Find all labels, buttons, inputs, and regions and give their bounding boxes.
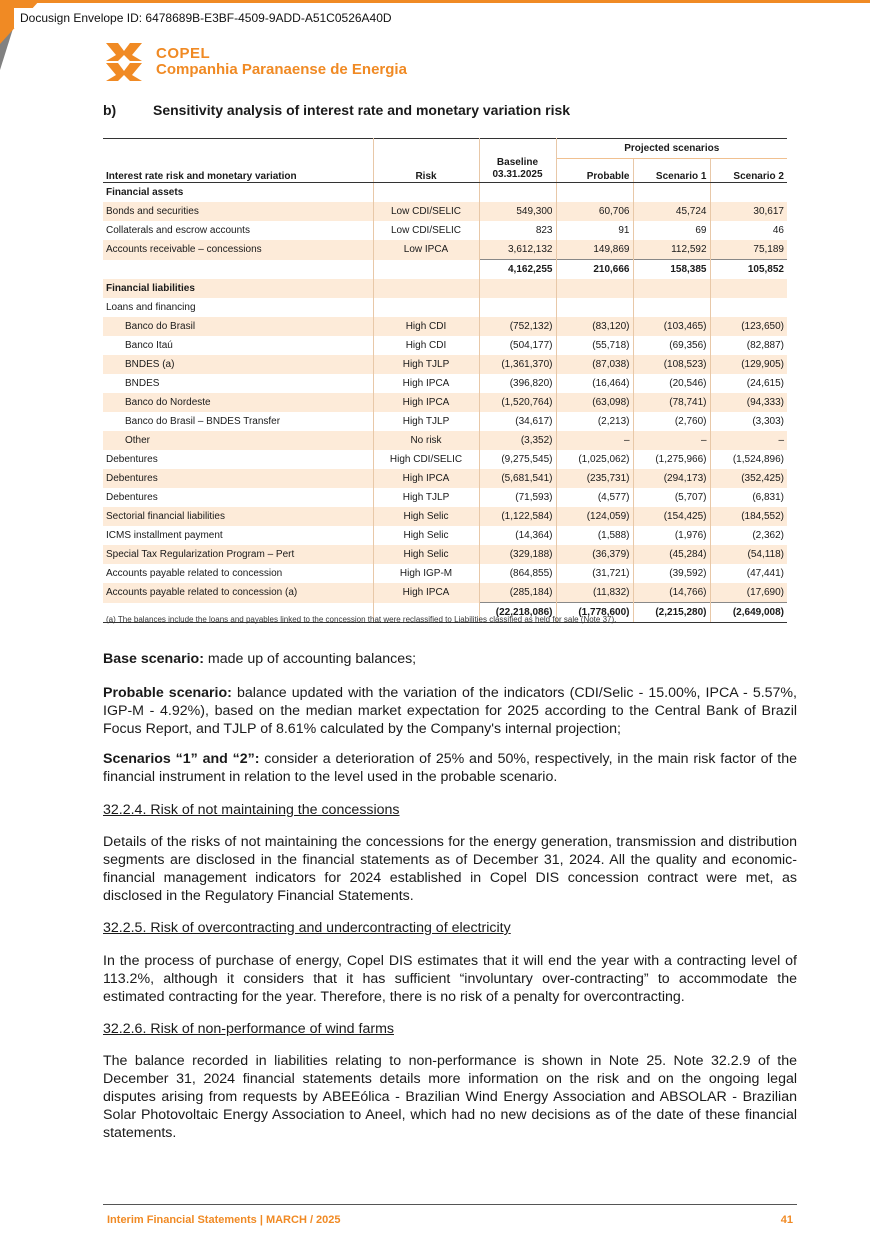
row-baseline: (9,275,545): [479, 450, 556, 469]
row-scenario2: 75,189: [710, 240, 787, 260]
row-probable: 149,869: [556, 240, 633, 260]
row-baseline: (285,184): [479, 583, 556, 603]
row-scenario1: (1,976): [633, 526, 710, 545]
row-probable: (11,832): [556, 583, 633, 603]
row-label: Banco do Brasil – BNDES Transfer: [103, 412, 373, 431]
row-label: BNDES: [103, 374, 373, 393]
row-probable: (124,059): [556, 507, 633, 526]
section-title: Sensitivity analysis of interest rate and monetary variation risk: [153, 102, 571, 118]
row-risk: High CDI: [373, 317, 479, 336]
row-scenario1: (20,546): [633, 374, 710, 393]
row-scenario1: (103,465): [633, 317, 710, 336]
row-label: Collaterals and escrow accounts: [103, 221, 373, 240]
probable-scenario-paragraph: [103, 684, 797, 738]
table-row: [103, 450, 787, 469]
page-number: 41: [780, 1214, 793, 1226]
row-label: Banco do Brasil: [103, 317, 373, 336]
table-row: [103, 393, 787, 412]
row-probable: (2,213): [556, 412, 633, 431]
row-scenario2: (24,615): [746, 378, 784, 389]
copel-logo: [104, 40, 407, 84]
row-label: Loans and financing: [103, 298, 373, 317]
row-probable: (4,577): [556, 488, 633, 507]
row-scenario2: (2,649,008): [710, 603, 787, 623]
table-row: [103, 336, 787, 355]
row-baseline: (1,122,584): [479, 507, 556, 526]
row-risk: No risk: [373, 431, 479, 450]
base-scenario-label: Base scenario:: [103, 651, 204, 667]
row-scenario2: (54,118): [710, 545, 787, 564]
paragraph-32-2-4: Details of the risks of not maintaining the concessions for the energy generation, transmission and distribution segments are disclosed in the financial statements as of December 31, 2024. All the quality and economic-financial management indicators for 2024 established in Copel DIS concession contract were met, as disclosed in the Regulatory Financial Statements.: [103, 834, 797, 904]
table-row: [103, 298, 787, 317]
row-baseline: (1,520,764): [479, 393, 556, 412]
row-label: Banco Itaú: [103, 336, 373, 355]
row-scenario2: –: [710, 431, 787, 450]
row-scenario2: (129,905): [710, 355, 787, 374]
table-footnote: (a) The balances include the loans and payables linked to the concession that were reclassified to Liabilities classified as held for sale (Note 37).: [106, 615, 617, 624]
row-scenario2: (123,650): [710, 317, 787, 336]
row-label: Debentures: [103, 488, 373, 507]
table-row: [103, 526, 787, 545]
row-baseline: (864,855): [479, 564, 556, 583]
row-probable: (235,731): [556, 469, 633, 488]
row-risk: High Selic: [373, 545, 479, 564]
row-label: Accounts receivable – concessions: [103, 240, 373, 260]
row-baseline: (504,177): [479, 336, 556, 355]
brand-name: COPEL: [156, 45, 211, 62]
base-scenario-text: made up of accounting balances;: [203, 651, 417, 667]
row-probable: (1,588): [556, 526, 633, 545]
heading-32-2-4: 32.2.4. Risk of not maintaining the concessions: [103, 802, 400, 818]
scenarios-text: consider a deterioration of 25% and 50%, respectively, in the main risk factor of the financial instrument in relation to the level used in the probable scenario.: [103, 751, 797, 785]
row-risk: High Selic: [373, 526, 479, 545]
row-risk: High TJLP: [373, 355, 479, 374]
row-risk: High IPCA: [373, 583, 479, 603]
header-scenario1: Scenario 1: [633, 158, 710, 183]
row-scenario1: 69: [633, 221, 710, 240]
row-scenario2: (6,831): [752, 492, 784, 503]
row-probable: (36,379): [556, 545, 633, 564]
table-row: [103, 583, 787, 603]
row-scenario2: (47,441): [746, 568, 784, 579]
row-label: Debentures: [103, 450, 373, 469]
row-label: ICMS installment payment: [103, 526, 373, 545]
row-scenario2: (82,887): [746, 340, 784, 351]
row-risk: High TJLP: [373, 412, 479, 431]
row-scenario1: (1,275,966): [633, 450, 710, 469]
row-probable: (1,778,600): [556, 603, 633, 623]
row-scenario1: (108,523): [633, 355, 710, 374]
row-baseline: (329,188): [479, 545, 556, 564]
row-scenario1: (69,356): [633, 336, 710, 355]
row-scenario1: –: [633, 431, 710, 450]
row-scenario1: 158,385: [633, 260, 710, 280]
table-row: [103, 412, 787, 431]
table-row: [103, 279, 787, 298]
row-scenario2: (17,690): [710, 583, 787, 603]
table-row: [103, 507, 787, 526]
row-risk: High Selic: [373, 507, 479, 526]
row-scenario2: (352,425): [710, 469, 787, 488]
header-scenario2: Scenario 2: [710, 158, 787, 183]
row-scenario2: 30,617: [710, 202, 787, 221]
row-label: Special Tax Regularization Program – Pert: [103, 545, 373, 564]
row-baseline: 3,612,132: [479, 240, 556, 260]
row-scenario1: 45,724: [633, 202, 710, 221]
row-scenario2: 46: [772, 225, 784, 236]
header-risk: Risk: [373, 158, 479, 183]
row-probable: (87,038): [556, 355, 633, 374]
row-scenario1: (14,766): [633, 583, 710, 603]
row-probable: (83,120): [556, 317, 633, 336]
heading-32-2-5: 32.2.5. Risk of overcontracting and undercontracting of electricity: [103, 920, 511, 936]
scenarios-label: Scenarios “1” and “2”:: [103, 751, 260, 767]
row-baseline: (5,681,541): [479, 469, 556, 488]
section-letter: b): [103, 102, 117, 118]
row-risk: Low CDI/SELIC: [373, 221, 479, 240]
row-label: BNDES (a): [103, 355, 373, 374]
row-label: Debentures: [103, 469, 373, 488]
row-baseline: (752,132): [479, 317, 556, 336]
row-risk: High IPCA: [373, 374, 479, 393]
table-row: [103, 355, 787, 374]
row-scenario2: 105,852: [710, 260, 787, 280]
probable-scenario-text: balance updated with the variation of the indicators (CDI/Selic - 15.00%, IPCA - 5.57%, IGP-M - 4.92%), based on the median market expectation for 2025 according to the Central Bank of Brazil Focus Report, and TJLP of 8.61% calculated by the Company's internal projection;: [103, 685, 797, 737]
row-risk: Low CDI/SELIC: [373, 202, 479, 221]
row-baseline: (14,364): [479, 526, 556, 545]
row-scenario2: (94,333): [710, 393, 787, 412]
row-scenario2: (184,552): [710, 507, 787, 526]
table-row: [103, 545, 787, 564]
table-row: [103, 221, 787, 240]
top-accent-bar: [0, 0, 870, 3]
row-baseline: (34,617): [479, 412, 556, 431]
row-scenario1: (2,215,280): [633, 603, 710, 623]
paragraph-32-2-5: In the process of purchase of energy, Copel DIS estimates that it will end the year with a contracting level of 113.2%, although it considers that it has sufficient “involuntary over-contracting” to accommodate the estimated contracting for the year. Therefore, there is no risk of a penalty for overcontracting.: [103, 953, 797, 1005]
header-item: Interest rate risk and monetary variation: [103, 158, 373, 183]
row-scenario1: (45,284): [633, 545, 710, 564]
section-heading: [103, 102, 570, 118]
copel-logo-icon: [104, 41, 150, 83]
row-scenario2: (2,362): [752, 530, 784, 541]
row-probable: (16,464): [556, 374, 633, 393]
header-baseline: [479, 157, 556, 182]
row-risk: Low IPCA: [373, 240, 479, 260]
row-scenario1: (154,425): [633, 507, 710, 526]
row-baseline: (71,593): [479, 488, 556, 507]
base-scenario-paragraph: [103, 650, 797, 668]
table-row: [103, 317, 787, 336]
row-baseline: 4,162,255: [479, 260, 556, 280]
row-probable: (63,098): [556, 393, 633, 412]
table-row: [103, 374, 787, 393]
table-row: [103, 183, 787, 203]
row-baseline: (1,361,370): [479, 355, 556, 374]
row-scenario1: 112,592: [633, 240, 710, 260]
row-risk: High CDI/SELIC: [373, 450, 479, 469]
table-row: [103, 240, 787, 260]
brand-full-name: Companhia Paranaense de Energia: [156, 61, 407, 78]
table-row: [103, 431, 787, 450]
row-label: Financial liabilities: [103, 279, 373, 298]
row-baseline: 823: [479, 221, 556, 240]
heading-32-2-6: 32.2.6. Risk of non-performance of wind farms: [103, 1021, 394, 1037]
row-scenario1: (294,173): [633, 469, 710, 488]
header-baseline-label: Baseline: [496, 157, 539, 168]
row-baseline: (22,218,086): [479, 603, 556, 623]
row-scenario1: (5,707): [633, 488, 710, 507]
row-risk: High IPCA: [373, 469, 479, 488]
probable-scenario-label: Probable scenario:: [103, 685, 232, 701]
footer-title: Interim Financial Statements | MARCH / 2025: [107, 1214, 341, 1226]
row-label: Financial assets: [103, 183, 373, 203]
table-row: [103, 564, 787, 583]
row-probable: 210,666: [556, 260, 633, 280]
footer-divider: [103, 1204, 797, 1205]
row-probable: 60,706: [556, 202, 633, 221]
table-row: [103, 202, 787, 221]
row-scenario2: (1,524,896): [732, 454, 784, 465]
header-probable: Probable: [556, 158, 633, 183]
row-baseline: (3,352): [479, 431, 556, 450]
row-label: Sectorial financial liabilities: [103, 507, 373, 526]
table-row: [103, 488, 787, 507]
table-row: [103, 469, 787, 488]
paragraph-32-2-6: The balance recorded in liabilities relating to non-performance is shown in Note 25. Note 32.2.9 of the December 31, 2024 financial statements details more information on the risk and on the ongoing legal disputes arising from requests by ABEEólica - Brazilian Wind Energy Association and ABSOLAR - Brazilian Solar Photovoltaic Energy Association to Aneel, which had no new decisions as of the date of these financial statements.: [103, 1053, 797, 1141]
row-baseline: 549,300: [479, 202, 556, 221]
row-label: Banco do Nordeste: [103, 393, 373, 412]
table-body: [103, 183, 787, 623]
row-label: Bonds and securities: [103, 202, 373, 221]
row-probable: (1,025,062): [556, 450, 633, 469]
subtotal-row: [103, 260, 787, 280]
row-scenario1: (39,592): [633, 564, 710, 583]
row-scenario1: (78,741): [633, 393, 710, 412]
envelope-id: Docusign Envelope ID: 6478689B-E3BF-4509-9ADD-A51C0526A40D: [14, 8, 398, 28]
header-baseline-date: 03.31.2025: [492, 169, 543, 180]
sensitivity-table: [103, 138, 787, 623]
row-risk: High IPCA: [373, 393, 479, 412]
row-probable: 91: [556, 221, 633, 240]
row-risk: High IGP-M: [373, 564, 479, 583]
row-probable: (55,718): [556, 336, 633, 355]
row-label: Accounts payable related to concession (a): [103, 583, 373, 603]
row-scenario2: (3,303): [752, 416, 784, 427]
header-projected: Projected scenarios: [556, 139, 787, 159]
row-label: Other: [103, 431, 373, 450]
row-baseline: (396,820): [479, 374, 556, 393]
row-risk: High CDI: [373, 336, 479, 355]
row-probable: –: [556, 431, 633, 450]
row-probable: (31,721): [556, 564, 633, 583]
scenarios-paragraph: [103, 750, 797, 786]
row-risk: High TJLP: [373, 488, 479, 507]
row-label: Accounts payable related to concession: [103, 564, 373, 583]
row-scenario1: (2,760): [633, 412, 710, 431]
